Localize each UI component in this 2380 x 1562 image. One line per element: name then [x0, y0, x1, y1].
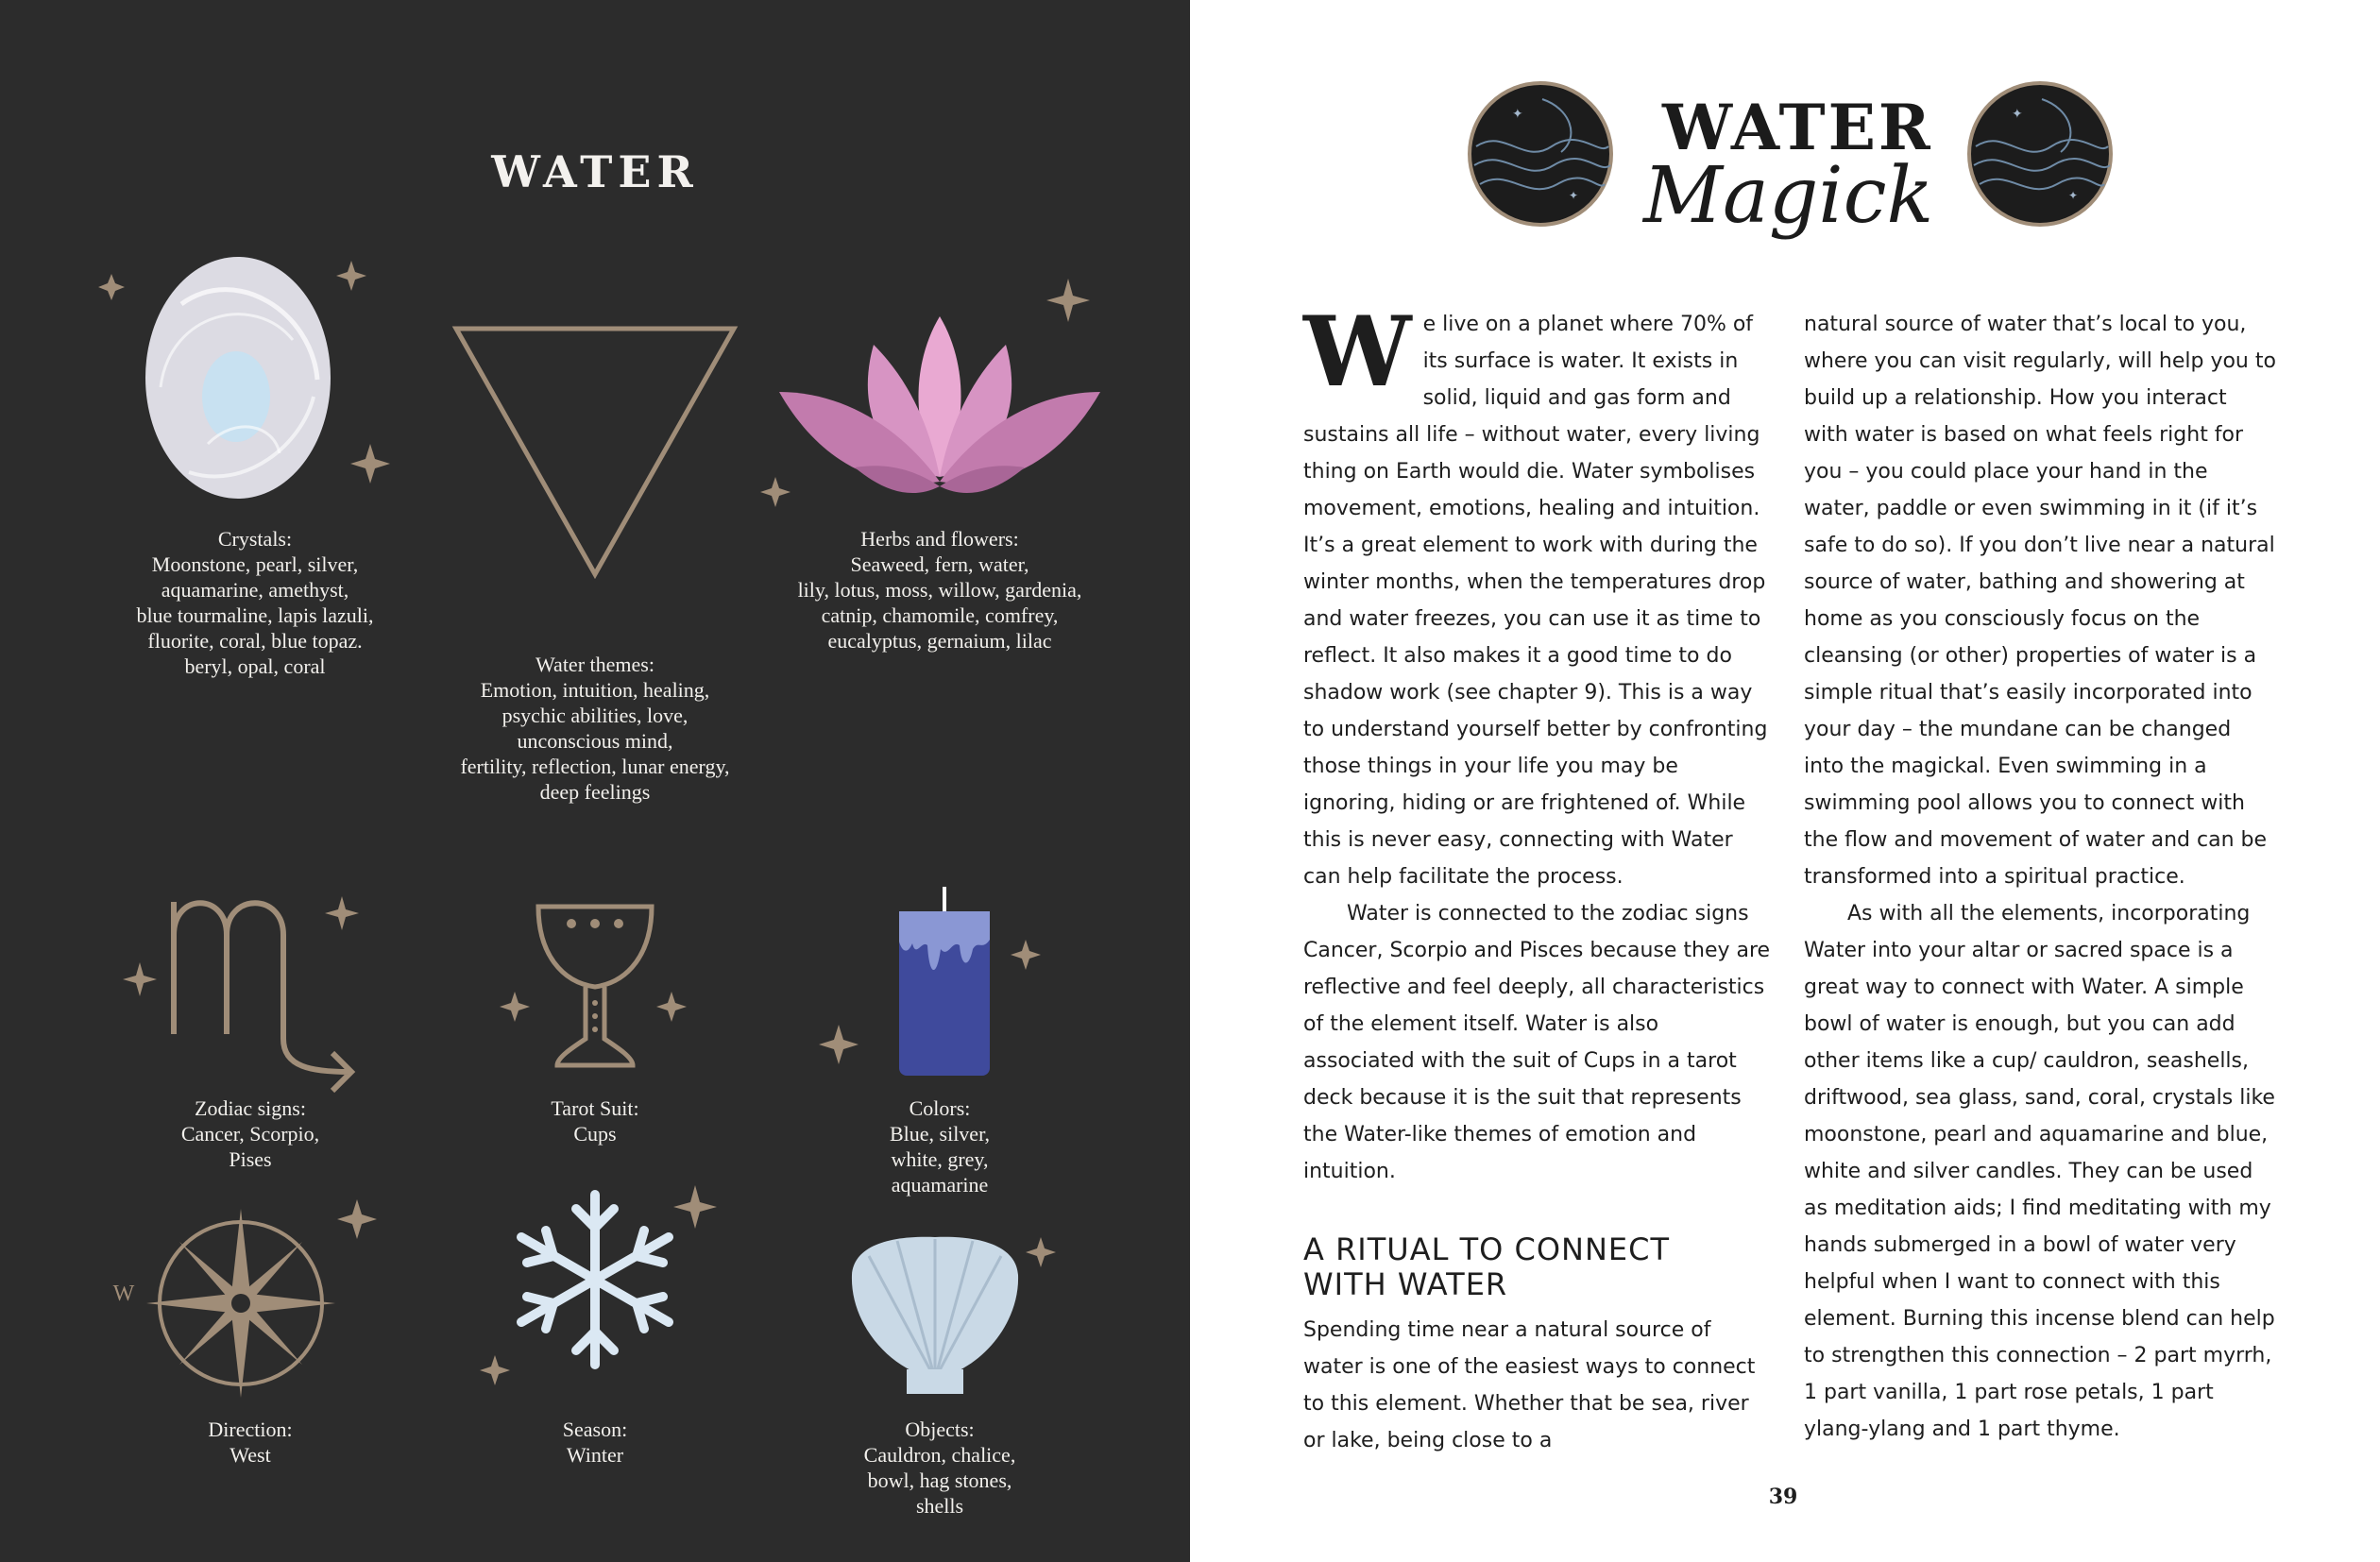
chalice-icon [505, 897, 685, 1077]
right-title-line1: WATER [1662, 91, 1933, 164]
water-badge-right-icon [1966, 80, 2114, 228]
svg-text:✦: ✦ [1569, 189, 1579, 202]
page-number: 39 [1768, 1485, 1798, 1509]
herbs-caption: Herbs and flowers: Seaweed, fern, water, lily, lotus, moss, willow, gardenia, catnip, chamomile, comfrey, eucalyptus, gernaium, lilac [797, 527, 1082, 653]
water-triangle-icon [449, 321, 741, 586]
svg-text:✦: ✦ [1512, 108, 1523, 122]
paragraph-3: Spending time near a natural source of water is one of the easiest ways to connect to this element. Whether that be sea, river or lake, being close to a [1303, 1318, 1756, 1452]
left-page-title: WATER [491, 146, 699, 197]
snowflake-icon [482, 1176, 737, 1393]
text-column-right [1804, 306, 2276, 1448]
tarot-caption: Tarot Suit: Cups [551, 1096, 639, 1146]
direction-caption: Direction: West [208, 1418, 293, 1467]
lotus-icon [770, 279, 1110, 515]
seashell-icon [831, 1218, 1058, 1398]
themes-caption: Water themes: Emotion, intuition, healing, psychic abilities, love, unconscious mind, fertility, reflection, lunar energy, deep feelings [460, 653, 730, 804]
paragraph-1: We live on a planet where 70% of its surface is water. It exists in solid, liquid and gas form and sustains all life – without water, every living thing on Earth would die. Water symbolises movement, emotions, healing and intuition. It’s a great element to work with during the winter months, when the temperatures drop and water freezes, you can use it as time to reflect. It also makes it a good time to do shadow work (see chapter 9). This is a way to understand yourself better by confronting those things in your life you may be ignoring, hiding or are frightened of. While this is never easy, connecting with Water can help facilitate the process. [1303, 296, 1768, 889]
compass-icon [104, 1199, 387, 1407]
svg-text:✦: ✦ [2012, 108, 2023, 122]
right-title-line2: Magick [1643, 151, 1934, 241]
season-caption: Season: Winter [562, 1418, 628, 1467]
crystals-caption: Crystals: Moonstone, pearl, silver, aquamarine, amethyst, blue tourmaline, lapis lazuli, fluorite, coral, blue topaz. beryl, opal, coral [136, 527, 374, 678]
moonstone-icon [94, 255, 397, 510]
compass-west-letter: W [112, 1282, 135, 1306]
scorpio-icon [132, 883, 378, 1091]
ritual-subheading: A RITUAL TO CONNECT WITH WATER [1303, 1231, 1671, 1302]
zodiac-caption: Zodiac signs: Cancer, Scorpio, Pises [180, 1096, 320, 1171]
objects-caption: Objects: Cauldron, chalice, bowl, hag stones, shells [863, 1418, 1016, 1518]
svg-text:✦: ✦ [2068, 189, 2079, 202]
paragraph-4: natural source of water that’s local to you, where you can visit regularly, will help you to build up a relationship. How you interact with water is based on what feels right for you – you could place your hand in the water, paddle or even swimming in it (if it’s safe to do so). If you don’t live near a natural source of water, bathing and showering at home as you consciously focus on the cleansing (or other) properties of water is a simple ritual that’s easily incorporated into your day – the mundane can be changed into the magickal. Even swimming in a swimming pool allows you to connect with the flow and movement of water and can be transformed into a spiritual practice. [1804, 313, 2276, 889]
colors-caption: Colors: Blue, silver, white, grey, aquamarine [889, 1096, 991, 1197]
candle-icon [831, 883, 1039, 1081]
paragraph-5: As with all the elements, incorporating Water into your altar or sacred space is a great way to connect with Water. A simple bowl of water is enough, but you can add other items like a cup/ cauldron, seashells, driftwood, sea glass, sand, coral, crystals like moonstone, pearl and aquamarine and blue, white and silver candles. They can be used as meditation aids; I find meditating with my hands submerged in a bowl of water very helpful when I want to connect with this element. Burning this incense blend can help to strengthen this connection – 2 part myrrh, 1 part vanilla, 1 part rose petals, 1 part ylang-ylang and 1 part thyme. [1804, 902, 2275, 1441]
text-column-left [1303, 296, 1774, 1459]
water-badge-left-icon [1467, 80, 1614, 228]
dropcap: W [1303, 296, 1412, 409]
paragraph-2: Water is connected to the zodiac signs Cancer, Scorpio and Pisces because they are reflective and feel deeply, all characteristics of the element itself. Water is also associated with the suit of Cups in a tarot deck because it is the suit that represents the Water-like themes of emotion and intuition. [1303, 902, 1771, 1183]
